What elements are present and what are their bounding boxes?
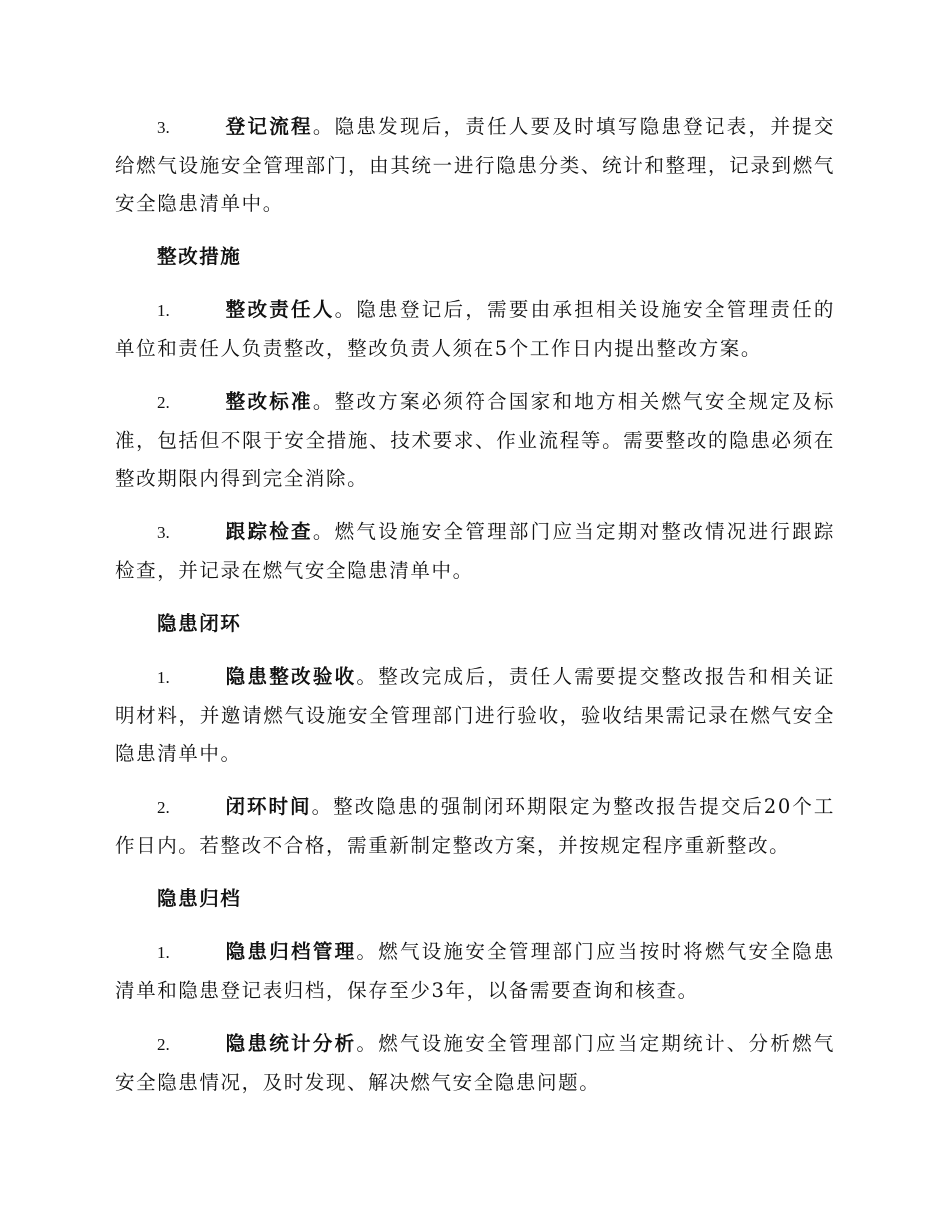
item-text: 。整改方案必须符合国家和地方相关燃气安全规定及标准，包括但不限于安全措施、技术要求、作业流程等。需要整改的隐患必须在整改期限内得到完全消除。: [115, 390, 835, 490]
item-number: 1.: [157, 301, 170, 320]
document-body: [115, 108, 835, 1117]
item-text: 。整改隐患的强制闭环期限定为整改报告提交后20个工作日内。若整改不合格，需重新制定整改方案，并按规定程序重新整改。: [115, 795, 835, 857]
item-title: 隐患统计分析: [225, 1032, 357, 1055]
list-item: [115, 291, 835, 368]
item-title: 登记流程: [225, 115, 313, 138]
item-text: 。整改完成后，责任人需要提交整改报告和相关证明材料，并邀请燃气设施安全管理部门进行验收，验收结果需记录在燃气安全隐患清单中。: [115, 665, 835, 765]
list-item: [115, 658, 835, 773]
item-number: 1.: [157, 943, 170, 962]
item-text: 。隐患登记后，需要由承担相关设施安全管理责任的单位和责任人负责整改，整改负责人须在5个工作日内提出整改方案。: [115, 298, 835, 360]
list-item: [115, 788, 835, 865]
list-item: [115, 933, 835, 1010]
list-item: [115, 383, 835, 498]
item-text: 。燃气设施安全管理部门应当定期统计、分析燃气安全隐患情况，及时发现、解决燃气安全隐患问题。: [115, 1032, 835, 1094]
item-text: 。燃气设施安全管理部门应当定期对整改情况进行跟踪检查，并记录在燃气安全隐患清单中。: [115, 520, 835, 582]
item-number: 2.: [157, 393, 170, 412]
item-title: 隐患整改验收: [225, 665, 357, 688]
item-number: 1.: [157, 668, 170, 687]
item-text: 。燃气设施安全管理部门应当按时将燃气安全隐患清单和隐患登记表归档，保存至少3年，以备需要查询和核查。: [115, 940, 835, 1002]
section-heading: 隐患闭环: [157, 612, 242, 635]
list-item: [115, 108, 835, 223]
list-item: [115, 1025, 835, 1102]
item-title: 跟踪检查: [225, 520, 313, 543]
item-title: 闭环时间: [225, 795, 312, 818]
item-title: 整改责任人: [225, 298, 335, 321]
item-number: 3.: [157, 118, 170, 137]
section-heading: 隐患归档: [157, 887, 242, 910]
item-title: 整改标准: [225, 390, 313, 413]
item-title: 隐患归档管理: [225, 940, 357, 963]
section-heading: 整改措施: [157, 245, 242, 268]
item-text: 。隐患发现后，责任人要及时填写隐患登记表，并提交给燃气设施安全管理部门，由其统一进行隐患分类、统计和整理，记录到燃气安全隐患清单中。: [115, 115, 835, 215]
list-item: [115, 513, 835, 590]
item-number: 2.: [157, 798, 170, 817]
item-number: 2.: [157, 1035, 170, 1054]
item-number: 3.: [157, 523, 170, 542]
